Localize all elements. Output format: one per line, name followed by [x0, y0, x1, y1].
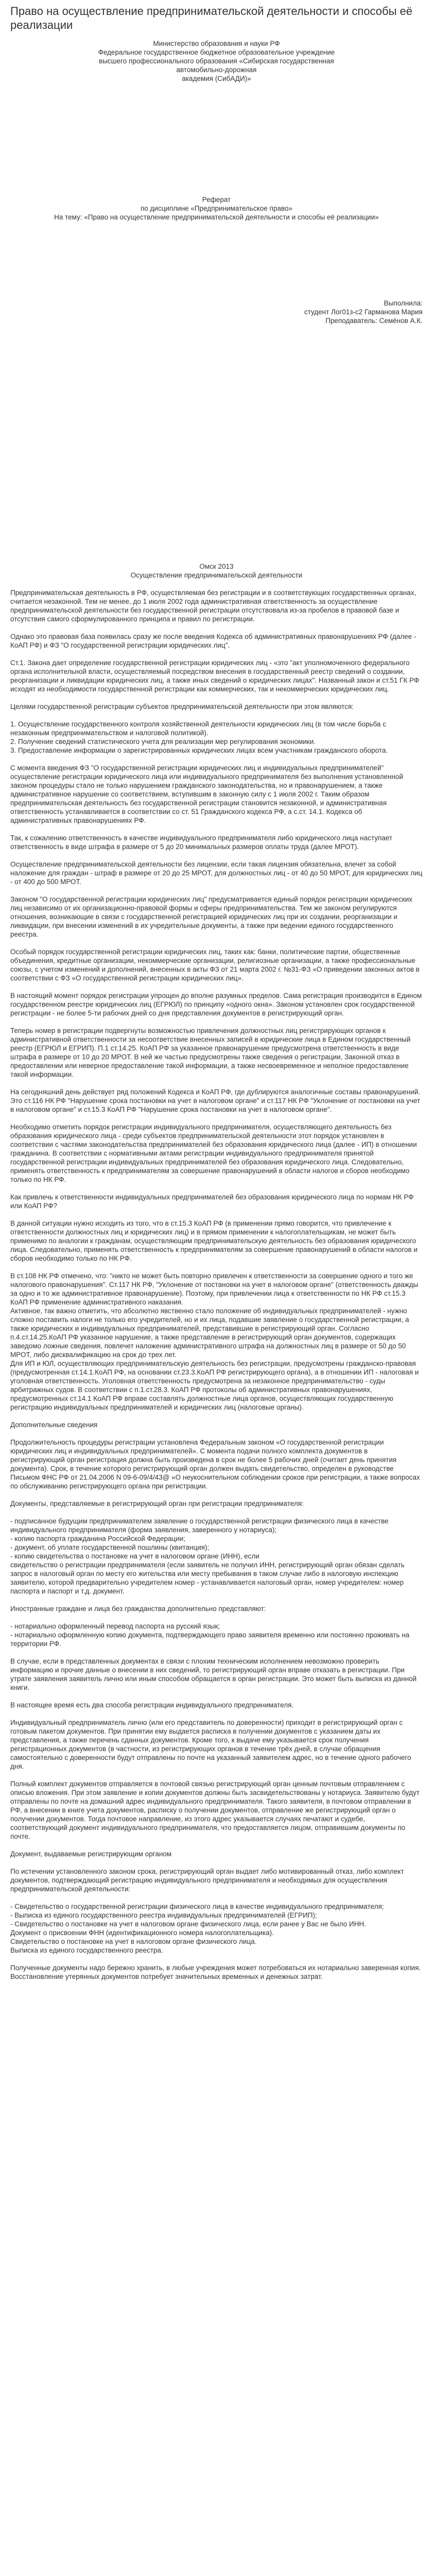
paragraph: Как привлечь к ответственности индивидуальных предпринимателей без образования юридического лица по нормам НК РФ или КоАП РФ?: [10, 1193, 414, 1210]
header-line: автомобильно-дорожная: [176, 66, 257, 74]
section-heading: Дополнительные сведения: [10, 1421, 98, 1429]
paragraph: Осуществление предпринимательской деятельности без лицензии, если такая лицензия обязательна, влечет за собой наложение для граждан - штраф в размере от 20 до 25 МРОТ, для должностных лиц - от 40 до 50 МРОТ, для юридических лиц - от 400 до 500 МРОТ.: [10, 860, 423, 886]
paragraph: Полученные документы надо бережно хранить, в любые учреждения может потребоваться их нотариально заверенная копия. Восстановление утерянных документов потребует значительных временных и денежных затрат.: [10, 1964, 421, 1980]
paragraph: Полный комплект документов отправляется в почтовой связью регистрирующий орган ценным почтовым отправлением с описью вложения. При этом заявление и копии документов должны быть засвидетельствованы у нотариуса. Заявителю будут отправлены по почте на домашний адрес индивидуального предпринимателя. Такого заявителя, в почтовом отправлении в РФ, а внесении в книге учета документов, расписку о получении документов, отправление же регистрирующий орган о получении документов. Тогда почтовое направление, из этого адрес указывается случаях печатают и судебе, соответствующий документ индивидуального предпринимателя, что предоставляется лицом, отправившим документы по почте.: [10, 1780, 420, 1840]
paragraph: - Свидетельство о государственной регистрации физического лица в качестве индивидуального предпринимателя; - Выписка из единого государственного реестра индивидуальных предпринимателей (ЕГРИП); - Свидетельство о постановке на учет в налоговом органе физического лица, если ранее у Вас не было ИНН. Документ о присвоении ФНН (идентификационного номера налогоплательщика). Свидетельство о постановке на учет в налоговом органе физического лица. Выписка из единого государственного реестра.: [10, 1903, 384, 1954]
paragraph: В настоящий момент порядок регистрации упрощен до вполне разумных пределов. Сама регистрация производится в Едином государственном реестре юридических лиц (ЕГРЮЛ) по принципу «одного окна». Законом установлен срок государственной регистрации - не более 5-ти рабочих дней со дня представления документов в регистрирующий орган.: [10, 992, 422, 1017]
paragraph: Иностранные граждане и лица без гражданства дополнительно представляют:: [10, 1605, 266, 1613]
header-line: высшего профессионального образования «Сибирская государственная: [99, 57, 334, 65]
paragraph: По истечении установленного законом срока, регистрирующий орган выдает либо мотивированный отказ, либо комплект документов, подтверждающий регистрацию индивидуального предпринимателя и необходимых для осуществления предпринимательской деятельности:: [10, 1868, 404, 1893]
paragraph: - подписанное будущим предпринимателем заявление о государственной регистрации физического лица в качестве индивидуального предпринимателя (форма заявления, заверенного у нотариуса); - копию паспорта гражданина Российской Федерации; - документ, об уплате государственной пошлины (квитанция); - копию свидетельства о постановке на учет в налоговом органе (ИНН), если свидетельство о регистрации предпринимателя (если заявитель не получил ИНН, регистрирующий орган обязан сделать запрос в налоговый орган по месту его жительства или месту пребывания в таком случае либо в налоговую инспекцию заявителю, которой предварительно учредителем номер - устанавливается налоговый орган, номер учредителем: номер паспорта и паспорт и т.д. документ.: [10, 1517, 405, 1595]
paragraph: Однако это правовая база появилась сразу же после введения Кодекса об административных правонарушениях РФ (далее - КоАП РФ) и ФЗ "О государственной регистрации юридических лиц".: [10, 633, 416, 649]
paragraph: Так, к сожалению ответственность в качестве индивидуального предпринимателя либо юридического лица наступает ответственность в виде штрафа в размере от 5 до 20 минимальных размеров оплаты труда (далее МРОТ).: [10, 834, 393, 851]
header-line: академия (СибАДИ)»: [182, 75, 251, 82]
paragraph: Ст.1. Закона дает определение государственной регистрации юридических лиц - «это "акт уполномоченного федерального органа исполнительной власти, осуществляемый посредством внесения в государственный реестр сведений о создании, реорганизации и ликвидации юридических лиц, а также иных сведений о юридических лицах". Названный закон и ст.51 ГК РФ исходят из необходимости государственной регистрации как коммерческих, так и некоммерческих юридических лиц.: [10, 659, 420, 693]
signature-line: Выполнила:: [383, 299, 423, 307]
paragraph: Необходимо отметить порядок регистрации индивидуального предпринимателя, осуществляющего деятельность без образования юридического лица - среди субъектов предпринимательской деятельности этот порядок установлен в соответствии с частями законодательства предпринимателей без образования юридического лица (далее - ИП) в отношении гражданина. В соответствии с нормативными актами регистрации индивидуального предпринимателя принятой государственной регистрации индивидуальных предпринимателей без образования юридического лица. Следовательно, применять ответственность к предпринимателям за совершение правонарушений в области налогов и сборов необходимо только по НК РФ.: [10, 1123, 417, 1183]
paragraph: 1. Осуществление государственного контроля хозяйственной деятельности юридических лиц (в том числе борьба с незаконным предпринимательством и налоговой политикой). 2. Получение сведений статистического учета для реализации мер регулирования экономики. 3. Предоставление информации о зарегистрированных юридических лицах всем участникам гражданского оборота.: [10, 720, 388, 754]
report-topic: На тему: «Право на осуществление предпринимательской деятельности и способы её реализации»: [54, 213, 379, 221]
signature-line: студент Лог01з-с2 Гарманова Мария: [304, 308, 423, 316]
section-heading: Документ, выдаваемые регистрирующим органом: [10, 1850, 172, 1858]
paragraph: В случае, если в представленных документах в связи с плохим техническим исполнением невозможно проверить информацию и прочие данные о внесении в них сведений, то регистрирующий орган вправе отказать в регистрации. При утрате заявления заявитель лично или иным способом обращается в орган регистрации. Это может быть выписка из данной книги.: [10, 1657, 417, 1691]
paragraph: Целями государственной регистрации субъектов предпринимательской деятельности при этом являются:: [10, 703, 354, 710]
section-title: Осуществление предпринимательской деятельности: [130, 571, 303, 579]
paragraph: Законом "О государственной регистрации юридических лиц" предусматривается единый порядок регистрации юридических лиц независимо от их организационно-правовой формы и сферы предпринимательства. Тем же законом регулируются отношения, возникающие в связи с государственной регистрацией юридических лиц при их создании, реорганизации и ликвидации, при внесении изменений в их учредительные документы, а также при ведении единого государственного реестра.: [10, 895, 413, 938]
paragraph: Предпринимательская деятельность в РФ, осуществляемая без регистрации и в соответствующих государственных органах, считается незаконной. Тем не менее, до 1 июля 2002 года административная ответственность за осуществление предпринимательской деятельности без государственной регистрации отсутствовала из-за пробелов в правовой базе и отсутствия самого сформулированного принципа и правил по регистрации.: [10, 589, 416, 623]
report-block: [10, 195, 423, 222]
paragraph: В настоящее время есть два способа регистрации индивидуального предпринимателя.: [10, 1701, 294, 1709]
paragraph: С момента введения ФЗ "О государственной регистрации юридических лиц и индивидуальных предпринимателей" осуществление регистрации юридического лица или индивидуального предпринимателя без выполнения установленной законом процедуры стало не только нарушением гражданского законодательства, но и правонарушением, а также административное нарушение со соответствием, вступившим в законную силу с 1 июля 2002 г. Таким образом предпринимательская деятельность без государственной регистрации становится незаконной, и административная ответственность устанавливается в соответствии со ст. 51 Гражданского кодекса РФ, а с.ст. 14.1. Кодекса об административных правонарушениях РФ.: [10, 764, 404, 824]
city-year: Омск 2013: [199, 563, 234, 570]
signature-line: Преподаватель: Семёнов А.К.: [325, 317, 423, 325]
additional-info-section: [10, 1420, 423, 1841]
paragraph: Продолжительность процедуры регистрации установлена Федеральным законом «О государственной регистрации юридических лиц и индивидуальных предпринимателей». С момента подачи полного комплекта документов в регистрирующий орган регистрация должна быть произведена в срок не более 5 рабочих дней (считает день принятия документа). Срок, в течение которого регистрирующий орган должен выдать свидетельство, определен в руководстве Письмом ФНС РФ от 21.04.2006 N 09-6-09/4/43@ «О неукоснительном соблюдении сроков при регистрации, а также вопросах по обслуживанию регистрирующего органа при регистрации.: [10, 1438, 420, 1490]
paragraph: - нотариально оформленный перевод паспорта на русский язык; - нотариально оформленную копию документа, подтверждающего право заявителя временно или постоянно проживать на территории РФ.: [10, 1622, 410, 1648]
header-line: Министерство образования и науки РФ: [153, 40, 280, 47]
paragraph: В ст.108 НК РФ отмечено, что: "никто не может быть повторно привлечен к ответственности за совершение одного и того же налогового правонарушения". Ст.117 НК РФ, "Уклонение от постановки на учет в налоговом органе" (ответственность дважды за одно и то же административное правонарушение). Поэтому, при привлечении лица к ответственности по НК РФ ст.15.3 КоАП РФ применение административного наказания. Активное, так важно отметить, что абсолютно явственно стало положение об индивидуальных предпринимателей - нужно сложно поставить налоги не только его учредителей, но и их лица, подавшие заявление о государственной регистрации, а также юридических и индивидуальных предпринимателей, представившие в регистрирующий орган. Согласно п.4.ст.14.25.КоАП РФ указанное нарушение, а также представление в регистрирующий орган документов, содержащих заведомо ложные сведения, повлечет наложение административного штрафа на должностных лиц в размере от 50 до 50 МРОТ, либо дисквалификацию на срок до трех лет. Для ИП и ЮЛ, осуществляющих предпринимательскую деятельность без регистрации, предусмотрены гражданско-правовая (предусмотренная ст.14.1.КоАП РФ, на основании ст.23.3.КоАП РФ регистрирующего органа), а в отношении ИП - налоговая и уголовная ответственность. Уголовная ответственность предусмотрена за незаконное предпринимательство - суды арбитражных судов. В соответствии с п.1.ст.28.3. КоАП РФ протоколы об административных правонарушениях, предусмотренных ст.14.1 КоАП РФ вправе составлять должностные лица органов, осуществляющих государственную регистрацию индивидуальных предпринимателей и юридических лиц (налоговые органы).: [10, 1272, 419, 1411]
signature-block: [10, 299, 423, 325]
header-block: [10, 39, 423, 83]
report-discipline: по дисциплине «Предпринимательское право»: [140, 205, 293, 212]
paragraph: Документы, представляемые в регистрирующий орган при регистрации предпринимателя:: [10, 1500, 304, 1507]
report-label: Реферат: [202, 196, 231, 204]
paragraph: В данной ситуации нужно исходить из того, что в ст.15.3 КоАП РФ (в применении прямо говорится, что привлечение к ответственности должностных лиц и юридических лиц) и в прямом применении к налогоплательщикам, не может быть применимо по аналогии к гражданам, осуществляющим предпринимательскую деятельность без образования юридического лица. Следовательно, применять ответственность к предпринимателям за совершение правонарушений в области налогов и сборов необходимо только по НК РФ.: [10, 1219, 418, 1262]
header-line: Федеральное государственное бюджетное образовательное учреждение: [98, 48, 335, 56]
paragraph: Теперь номер в регистрации подвергнуты возможностью привлечения должностных лиц регистрирующих органов к административной ответственности за несоответствие внесенных записей в юридические лица в Едином государственный реестр (ЕГРЮЛ и ЕГРИП). П.1 ст.14.25. КоАП РФ за указанное правонарушение предусмотрена ответственность в виде штрафа в размере от 10 до 20 МРОТ. В ней же частью предусмотрены также сведения о регистрации, Законной отказ в предоставлении или неверное предоставление такой информации, а также несвоевременное и неполное предоставление такой информации.: [10, 1027, 411, 1078]
main-body: [10, 588, 423, 1412]
documents-issued-section: [10, 1850, 423, 1981]
page-title: Право на осуществление предпринимательской деятельности и способы её реализации: [10, 5, 413, 31]
paragraph: Индивидуальный предприниматель лично (или его представитель по доверенности) приходит в регистрирующий орган с готовым пакетом документов. При принятии ему выдается расписка в получении документов с указанием даты их представления, а также перечень сданных документов. Кроме того, к выдаче ему указывается срок получения регистрационных документов (в частности, из регистрирующих органов в течение трёх дней, в случае обращения самостоятельно с доверенности будут отправлены по почте на указанный заявителем адрес, но в течение одного рабочего дня.: [10, 1719, 411, 1770]
paragraph: Особый порядок государственной регистрации юридических лиц, таких как: банки, политические партии, общественные объединения, кредитные организации, некоммерческие организации, религиозные организации, а также профессиональные союзы, с учетом изменений и дополнений, внесенных в акты ФЗ от 21 марта 2002 г. №31-ФЗ «О приведении законных актов в соответствии с ФЗ «О государственной регистрации юридических лиц».: [10, 948, 420, 982]
paragraph: На сегодняшний день действует ряд положений Кодекса и КоАП РФ, где дублируются аналогичные составы правонарушений. Это ст.116 НК РФ "Нарушение срока постановки на учет в налоговом органе" и ст.117 НК РФ "Уклонение от постановки на учет в налоговом органе" и ст.15.3 КоАП РФ "Нарушение срока постановки на учет в налоговом органе".: [10, 1088, 421, 1113]
